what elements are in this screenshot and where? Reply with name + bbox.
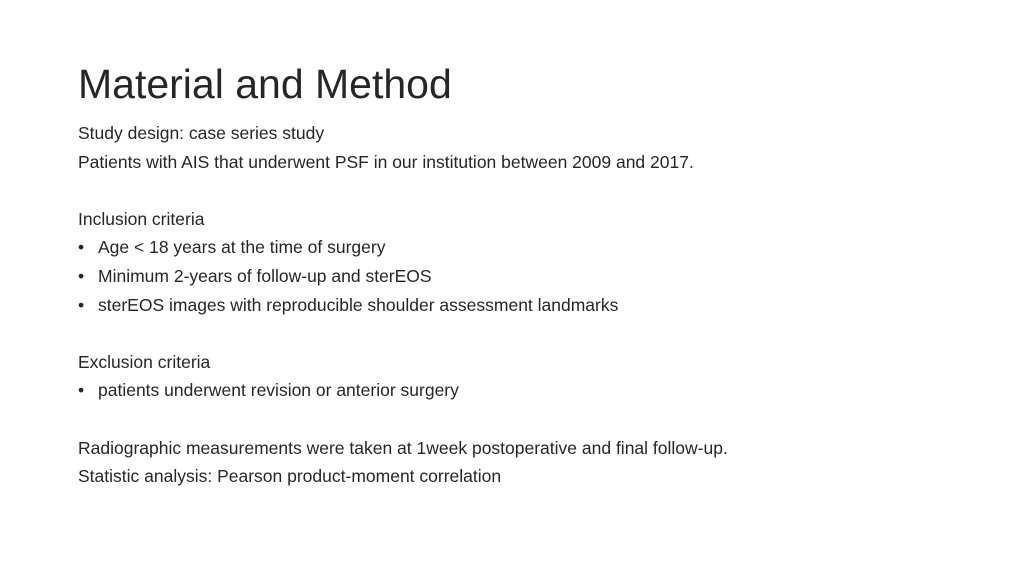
- inclusion-heading: Inclusion criteria: [78, 208, 205, 229]
- spacer: [78, 405, 978, 434]
- inclusion-item: [78, 262, 978, 291]
- spacer: [78, 319, 978, 348]
- statistics-text: Statistic analysis: Pearson product-moment correlation: [78, 466, 502, 487]
- bullet-icon: •: [78, 380, 85, 401]
- bullet-icon: •: [78, 265, 85, 286]
- inclusion-item-text: Minimum 2-years of follow-up and sterEOS: [98, 265, 432, 286]
- inclusion-item: [78, 291, 978, 320]
- exclusion-heading: Exclusion criteria: [78, 351, 211, 372]
- exclusion-item-text: patients underwent revision or anterior surgery: [98, 380, 459, 401]
- exclusion-item: [78, 376, 978, 405]
- inclusion-item-text: Age < 18 years at the time of surgery: [98, 237, 386, 258]
- bullet-icon: •: [78, 237, 85, 258]
- slide-body: [78, 119, 978, 491]
- inclusion-item: [78, 233, 978, 262]
- study-design-text: Study design: case series study: [78, 123, 325, 143]
- bullet-icon: •: [78, 294, 85, 315]
- spacer: [78, 176, 978, 205]
- slide-title: Material and Method: [78, 61, 452, 107]
- inclusion-item-text: sterEOS images with reproducible shoulder assessment landmarks: [98, 294, 619, 315]
- radiographic-text: Radiographic measurements were taken at 1week postoperative and final follow-up.: [78, 437, 728, 458]
- patients-text: Patients with AIS that underwent PSF in our institution between 2009 and 2017.: [78, 151, 694, 172]
